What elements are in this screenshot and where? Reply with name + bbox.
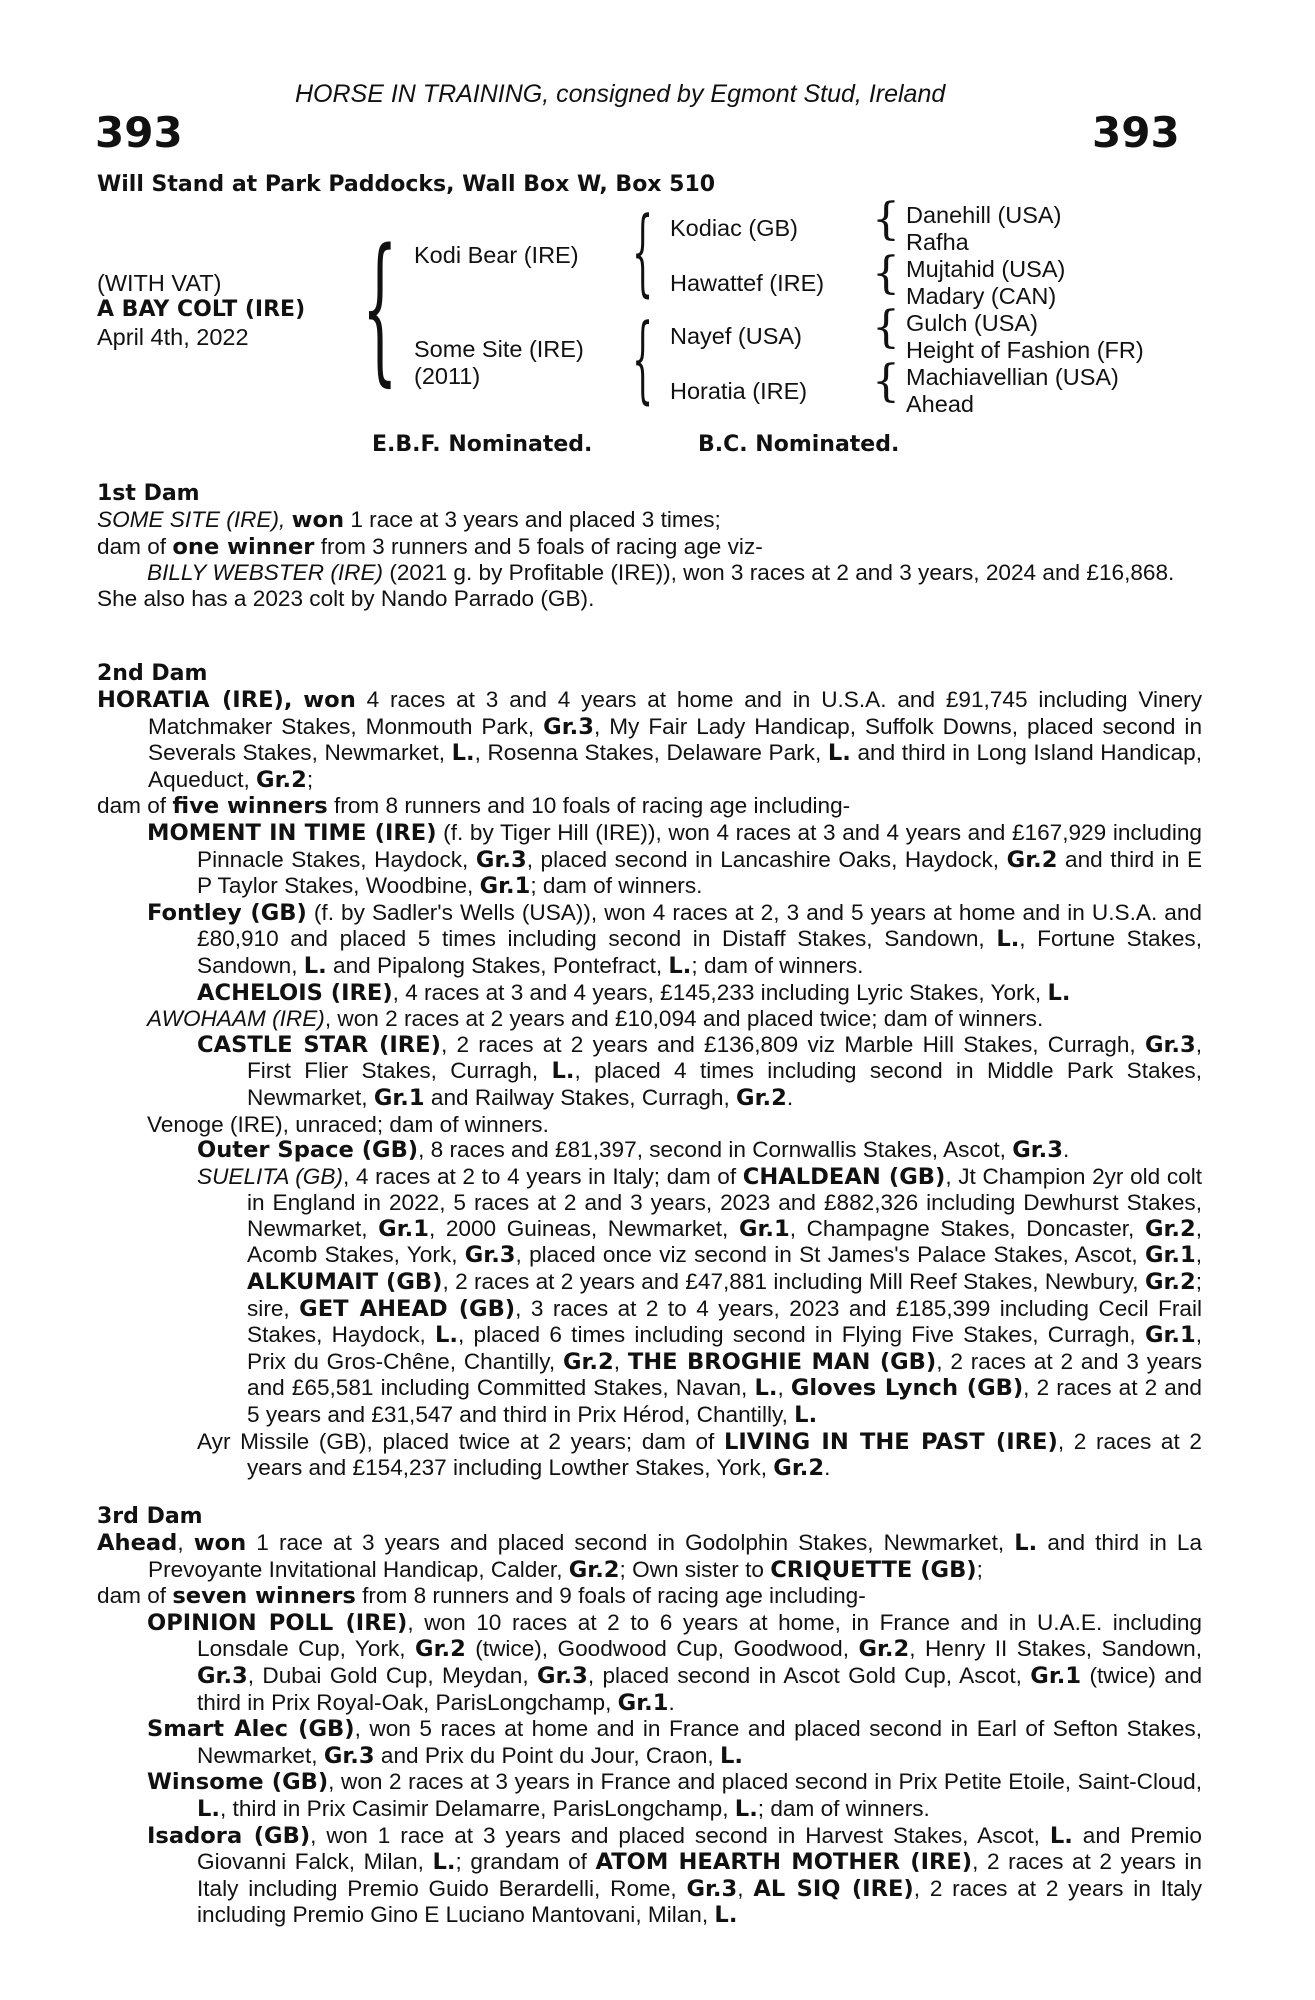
first-dam-foal-billy-webster: BILLY WEBSTER (IRE) (2021 g. by Profitable (IRE)), won 3 races at 2 and 3 years, 2024 and £16,868. xyxy=(147,560,1175,586)
grandfoal-ayr-missile: Ayr Missile (GB), placed twice at 2 years; dam of LIVING IN THE PAST (IRE), 2 races at 2 years and £154,237 including Lowther Stakes, York, Gr.2. xyxy=(197,1428,1202,1482)
pedigree-dam: Some Site (IRE) xyxy=(414,336,584,362)
first-dam-heading: 1st Dam xyxy=(97,481,200,506)
first-dam-section xyxy=(97,481,1202,611)
pedigree-g4: Madary (CAN) xyxy=(906,283,1057,309)
second-dam-record: HORATIA (IRE), won 4 races at 3 and 4 years at home and in U.S.A. and £91,745 including Vinery Matchmaker Stakes, Monmouth Park, Gr.3, My Fair Lady Handicap, Suffolk Downs, placed second in Severals Stakes, Newmarket, L., Rosenna Stakes, Delaware Park, L. and third in Long Island Handicap, Aqueduct, Gr.2; xyxy=(97,687,1203,793)
pedigree-sire-dam: Hawattef (IRE) xyxy=(670,270,825,296)
pedigree-g5: Gulch (USA) xyxy=(906,310,1038,336)
pedigree-g7: Machiavellian (USA) xyxy=(906,364,1119,390)
pedigree-brace-g2: { xyxy=(872,248,900,299)
pedigree-sire-sire: Kodiac (GB) xyxy=(670,215,798,241)
lot-number-left: 393 xyxy=(95,108,183,157)
third-dam-record: Ahead, won 1 race at 3 years and placed second in Godolphin Stakes, Newmarket, L. and third in La Prevoyante Invitational Handicap, Calder, Gr.2; Own sister to CRIQUETTE (GB); xyxy=(97,1530,1203,1583)
second-dam-produce-summary: dam of five winners from 8 runners and 10 foals of racing age including- xyxy=(97,793,851,820)
foal-fontley: Fontley (GB) (f. by Sadler's Wells (USA)), won 4 races at 2, 3 and 5 years at home and in U.S.A. and £80,910 and placed 5 times including second in Distaff Stakes, Sandown, L., Fortune Stakes, Sandown, L. and Pipalong Stakes, Pontefract, L.; dam of winners. xyxy=(147,899,1203,979)
grandfoal-achelois: ACHELOIS (IRE), 4 races at 3 and 4 years, £145,233 including Lyric Stakes, York, L. xyxy=(197,979,1071,1006)
bc-nomination: B.C. Nominated. xyxy=(698,432,900,457)
pedigree-g8: Ahead xyxy=(906,391,974,417)
foal-isadora: Isadora (GB), won 1 race at 3 years and placed second in Harvest Stakes, Ascot, L. and Premio Giovanni Falck, Milan, L.; grandam of ATOM HEARTH MOTHER (IRE), 2 races at 2 years in Italy including Premio Guido Berardelli, Rome, Gr.3, AL SIQ (IRE), 2 races at 2 years in Italy including Premio Gino E Luciano Mantovani, Milan, L. xyxy=(147,1822,1203,1929)
grandfoal-suelita: SUELITA (GB), 4 races at 2 to 4 years in Italy; dam of CHALDEAN (GB), Jt Champion 2yr old colt in England in 2022, 5 races at 2 and 3 years, 2023 and £882,326 including Dewhurst Stakes, Newmarket, Gr.1, 2000 Guineas, Newmarket, Gr.1, Champagne Stakes, Doncaster, Gr.2, Acomb Stakes, York, Gr.3, placed once viz second in St James's Palace Stakes, Ascot, Gr.1, ALKUMAIT (GB), 2 races at 2 years and £47,881 including Mill Reef Stakes, Newbury, Gr.2; sire, GET AHEAD (GB), 3 races at 2 to 4 years, 2023 and £185,399 including Cecil Frail Stakes, Haydock, L., placed 6 times including second in Flying Five Stakes, Curragh, Gr.1, Prix du Gros-Chêne, Chantilly, Gr.2, THE BROGHIE MAN (GB), 2 races at 2 and 3 years and £65,581 including Committed Stakes, Navan, L., Gloves Lynch (GB), 2 races at 2 and 5 years and £31,547 and third in Prix Hérod, Chantilly, L. xyxy=(197,1163,1203,1429)
foal-moment-in-time: MOMENT IN TIME (IRE) (f. by Tiger Hill (IRE)), won 4 races at 3 and 4 years and £167,929 including Pinnacle Stakes, Haydock, Gr.3, placed second in Lancashire Oaks, Haydock, Gr.2 and third in E P Taylor Stakes, Woodbine, Gr.1; dam of winners. xyxy=(147,819,1203,900)
pedigree-dam-sire: Nayef (USA) xyxy=(670,323,802,349)
third-dam-produce-summary: dam of seven winners from 8 runners and 9 foals of racing age including- xyxy=(97,1583,866,1610)
second-dam-heading: 2nd Dam xyxy=(97,661,208,686)
vat-note: (WITH VAT) xyxy=(97,270,222,296)
stand-location: Will Stand at Park Paddocks, Wall Box W, Box 510 xyxy=(97,172,716,197)
horse-name: A BAY COLT (IRE) xyxy=(97,297,306,322)
pedigree-dam-dam: Horatia (IRE) xyxy=(670,378,808,404)
ebf-nomination: E.B.F. Nominated. xyxy=(372,432,593,457)
pedigree-brace-main: { xyxy=(362,214,398,401)
foal-venoge: Venoge (IRE), unraced; dam of winners. xyxy=(147,1111,549,1137)
pedigree-brace-dam: { xyxy=(632,304,654,414)
first-dam-also-note: She also has a 2023 colt by Nando Parrado (GB). xyxy=(97,585,595,611)
foal-awohaam: AWOHAAM (IRE), won 2 races at 2 years and £10,094 and placed twice; dam of winners. xyxy=(147,1006,1044,1032)
foal-smart-alec: Smart Alec (GB), won 5 races at home and in France and placed second in Earl of Sefton Stakes, Newmarket, Gr.3 and Prix du Point du Jour, Craon, L. xyxy=(147,1716,1202,1769)
first-dam-record: SOME SITE (IRE), won 1 race at 3 years and placed 3 times; xyxy=(97,507,721,533)
pedigree-sire: Kodi Bear (IRE) xyxy=(414,242,579,268)
foal-opinion-poll: OPINION POLL (IRE), won 10 races at 2 to 6 years at home, in France and in U.A.E. including Lonsdale Cup, York, Gr.2 (twice), Goodwood Cup, Goodwood, Gr.2, Henry II Stakes, Sandown, Gr.3, Dubai Gold Cup, Meydan, Gr.3, placed second in Ascot Gold Cup, Ascot, Gr.1 (twice) and third in Prix Royal-Oak, ParisLongchamp, Gr.1. xyxy=(147,1609,1203,1716)
third-dam-section xyxy=(97,1504,1202,1929)
pedigree-dam-year: (2011) xyxy=(414,363,481,389)
pedigree-g3: Mujtahid (USA) xyxy=(906,256,1066,282)
lot-number-right: 393 xyxy=(1092,108,1180,157)
pedigree-g2: Rafha xyxy=(906,229,969,255)
pedigree-g1: Danehill (USA) xyxy=(906,202,1062,228)
pedigree-brace-g4: { xyxy=(872,356,900,407)
second-dam-section xyxy=(97,661,1202,1482)
foal-winsome: Winsome (GB), won 2 races at 3 years in France and placed second in Prix Petite Etoile, Saint-Cloud, L., third in Prix Casimir Delamarre, ParisLongchamp, L.; dam of winners. xyxy=(147,1769,1202,1822)
pedigree-brace-g1: { xyxy=(872,194,900,245)
pedigree-g6: Height of Fashion (FR) xyxy=(906,337,1144,363)
first-dam-produce-summary: dam of one winner from 3 runners and 5 foals of racing age viz- xyxy=(97,533,763,560)
grandfoal-outer-space: Outer Space (GB), 8 races and £81,397, second in Cornwallis Stakes, Ascot, Gr.3. xyxy=(197,1137,1070,1164)
catalogue-header: HORSE IN TRAINING, consigned by Egmont Stud, Ireland xyxy=(295,80,946,108)
grandfoal-castle-star: CASTLE STAR (IRE), 2 races at 2 years and £136,809 viz Marble Hill Stakes, Curragh, Gr.3, First Flier Stakes, Curragh, L., placed 4 times including second in Middle Park Stakes, Newmarket, Gr.1 and Railway Stakes, Curragh, Gr.2. xyxy=(197,1031,1203,1111)
foaling-date: April 4th, 2022 xyxy=(97,324,249,350)
pedigree-brace-sire: { xyxy=(632,197,654,307)
pedigree-brace-g3: { xyxy=(872,302,900,353)
third-dam-heading: 3rd Dam xyxy=(97,1504,203,1529)
